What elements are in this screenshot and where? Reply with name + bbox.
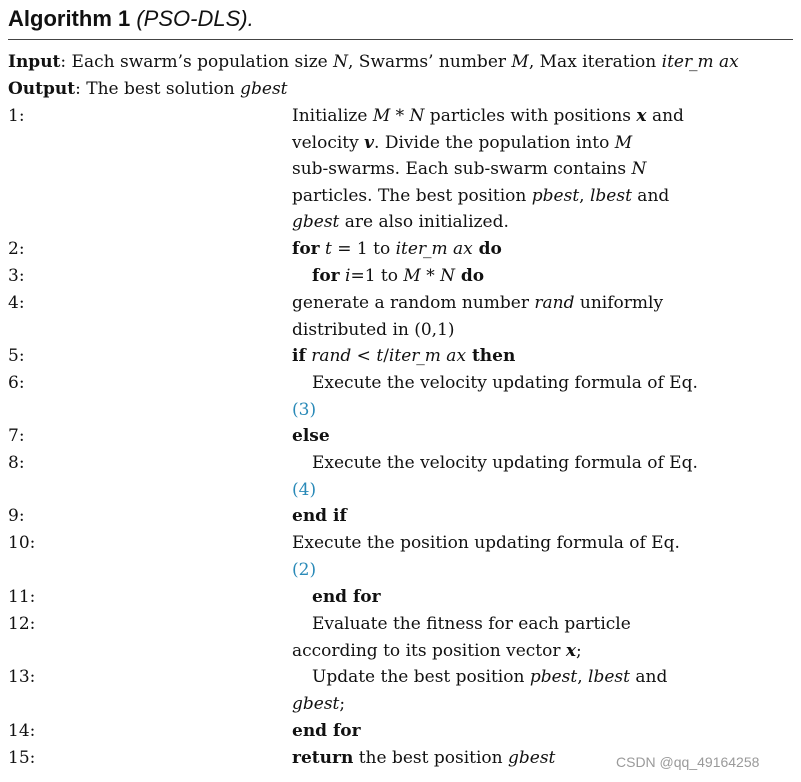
step-body xyxy=(292,103,742,236)
step-vector: x xyxy=(565,640,577,661)
step-text: are also initialized. xyxy=(339,212,509,232)
step-body xyxy=(292,370,742,423)
line-number: 13: xyxy=(8,667,36,687)
step-text: Initialize xyxy=(292,106,373,126)
step-text: = 1 to xyxy=(331,239,396,259)
step-text: ; xyxy=(339,693,346,714)
keyword: do xyxy=(472,239,502,259)
output-label: Output xyxy=(8,79,76,99)
step-text: and xyxy=(629,667,668,687)
step-text: , xyxy=(579,185,590,206)
algorithm-label: Algorithm 1 xyxy=(8,6,131,31)
keyword: do xyxy=(454,266,485,286)
keyword: return xyxy=(292,748,354,768)
step-text: Update the best position xyxy=(312,667,530,687)
step-var: N xyxy=(631,159,647,179)
line-number: 2: xyxy=(8,239,25,259)
line-number: 3: xyxy=(8,266,25,286)
step-var: M xyxy=(614,132,633,153)
step-var: gbest xyxy=(292,693,340,714)
line-number: 1: xyxy=(8,106,25,126)
step-text: , xyxy=(577,667,589,687)
step-text: distributed in (0,1) xyxy=(292,319,455,340)
step-text: velocity xyxy=(292,132,365,153)
line-number: 10: xyxy=(8,533,36,553)
step-var: rand xyxy=(311,346,352,366)
step-vector: v xyxy=(364,132,375,153)
step-vector: x xyxy=(636,106,647,126)
step-var: M * N xyxy=(372,106,425,126)
algorithm-title xyxy=(8,2,254,36)
keyword: end for xyxy=(312,587,381,607)
input-text: : Each swarm’s population size xyxy=(60,52,334,72)
line-number: 14: xyxy=(8,721,36,741)
line-number: 6: xyxy=(8,373,25,393)
step-text: ; xyxy=(576,640,582,661)
input-var: M xyxy=(511,52,529,72)
input-text: , Swarms’ number xyxy=(348,52,512,72)
keyword: else xyxy=(292,426,330,446)
csdn-watermark: CSDN @qq_49164258 xyxy=(616,754,760,770)
step-text: Execute the velocity updating formula of Eq. xyxy=(312,373,698,393)
step-text: . Divide the population into xyxy=(374,132,615,153)
step-var: t xyxy=(376,346,384,366)
step-var: iter ̲m ax xyxy=(395,239,473,259)
input-var: N xyxy=(333,52,348,72)
step-body xyxy=(292,290,742,343)
line-number: 15: xyxy=(8,748,36,768)
step-body xyxy=(292,263,762,290)
step-text: and xyxy=(646,106,684,126)
line-number: 11: xyxy=(8,587,36,607)
keyword: end for xyxy=(292,721,361,741)
step-text: sub-swarms. Each sub-swarm contains xyxy=(292,159,632,179)
step-var: lbest xyxy=(588,667,630,687)
step-var: t xyxy=(325,239,332,259)
step-var: pbest xyxy=(531,185,580,206)
step-text: Execute the position updating formula of Eq. xyxy=(292,533,680,553)
input-label: Input xyxy=(8,52,61,72)
keyword: for xyxy=(312,266,340,286)
step-text: =1 to xyxy=(350,266,404,286)
algorithm-name: (PSO-DLS). xyxy=(136,6,254,31)
line-number: 12: xyxy=(8,614,36,634)
keyword: for xyxy=(292,239,320,259)
output-text: : The best solution xyxy=(75,79,241,99)
line-number: 4: xyxy=(8,293,25,313)
step-var: M * N xyxy=(403,266,455,286)
step-var: gbest xyxy=(292,212,340,232)
step-body xyxy=(292,664,742,717)
step-text: Execute the velocity updating formula of Eq. xyxy=(312,453,698,473)
step-var: lbest xyxy=(589,185,632,206)
step-text: Evaluate the fitness for each particle xyxy=(312,614,631,634)
keyword: then xyxy=(466,346,516,366)
step-text: the best position xyxy=(353,748,508,768)
line-number: 5: xyxy=(8,346,25,366)
input-var: iter ̲m ax xyxy=(661,52,739,72)
step-text: < xyxy=(351,346,377,366)
input-line xyxy=(8,49,798,75)
keyword: if xyxy=(292,346,306,366)
step-var: pbest xyxy=(529,667,578,687)
keyword: end if xyxy=(292,506,347,526)
output-var: gbest xyxy=(240,79,288,99)
line-number: 8: xyxy=(8,453,25,473)
step-var: i xyxy=(345,266,351,286)
title-rule xyxy=(8,39,793,40)
input-text: , Max iteration xyxy=(528,52,662,72)
step-var: gbest xyxy=(508,748,556,768)
step-var: rand xyxy=(534,293,575,313)
step-body xyxy=(292,343,742,370)
equation-ref-link[interactable]: (3) xyxy=(292,399,317,420)
step-var: iter ̲m ax xyxy=(388,346,467,366)
equation-ref-link[interactable]: (4) xyxy=(292,479,317,500)
step-body xyxy=(292,611,742,664)
line-number: 9: xyxy=(8,506,25,526)
step-text: uniformly xyxy=(574,293,664,313)
equation-ref-link[interactable]: (2) xyxy=(292,559,317,580)
step-text: particles. The best position xyxy=(292,185,532,206)
step-text: particles with positions xyxy=(424,106,637,126)
line-number: 7: xyxy=(8,426,25,446)
step-text: and xyxy=(631,185,670,206)
step-body xyxy=(292,450,742,503)
step-text: according to its position vector xyxy=(292,640,566,661)
step-text: / xyxy=(383,346,389,366)
step-body xyxy=(292,236,742,263)
output-line xyxy=(8,76,798,102)
step-text: generate a random number xyxy=(292,293,535,313)
step-body xyxy=(292,530,742,583)
